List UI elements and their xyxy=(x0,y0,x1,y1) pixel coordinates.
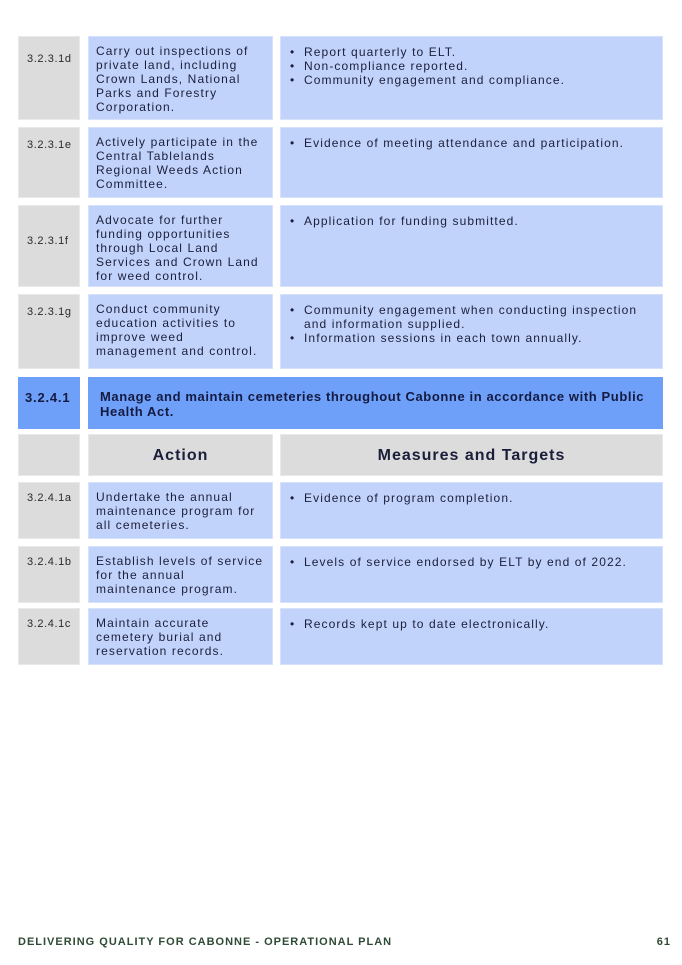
table-row xyxy=(18,482,663,539)
table-row xyxy=(18,36,663,120)
measure-item: • Community engagement and compliance. xyxy=(287,73,656,87)
row-measures-cell xyxy=(280,205,663,287)
row-code-cell xyxy=(18,294,80,369)
row-action-cell: Actively participate in the Central Tablelands Regional Weeds Action Committee. xyxy=(88,127,273,198)
row-action-cell: Maintain accurate cemetery burial and reservation records. xyxy=(88,608,273,665)
row-action-cell: Advocate for further funding opportunities through Local Land Services and Crown Land for weed control. xyxy=(88,205,273,287)
row-code: 3.2.3.1g xyxy=(27,306,72,318)
page-number: 61 xyxy=(656,936,671,948)
row-action-cell: Undertake the annual maintenance program for all cemeteries. xyxy=(88,482,273,539)
row-measures-cell xyxy=(280,546,663,603)
row-code-cell xyxy=(18,205,80,287)
measures-list xyxy=(287,45,656,87)
row-code: 3.2.3.1f xyxy=(27,235,69,247)
row-code-cell xyxy=(18,127,80,198)
section-title: Manage and maintain cemeteries throughout Cabonne in accordance with Public Health Act. xyxy=(88,377,663,429)
row-code-cell xyxy=(18,482,80,539)
table-row xyxy=(18,294,663,369)
header-blank-cell xyxy=(18,434,80,476)
footer-title: DELIVERING QUALITY FOR CABONNE - OPERATIONAL PLAN xyxy=(18,936,393,948)
row-code-cell xyxy=(18,608,80,665)
measures-list xyxy=(287,214,656,228)
measure-item: • Information sessions in each town annually. xyxy=(287,331,656,345)
measures-list xyxy=(287,617,656,631)
section-heading-row xyxy=(18,377,663,429)
table-row xyxy=(18,608,663,665)
table-row xyxy=(18,546,663,603)
row-action-cell: Establish levels of service for the annual maintenance program. xyxy=(88,546,273,603)
row-code: 3.2.4.1c xyxy=(27,618,71,630)
row-action-cell: Carry out inspections of private land, including Crown Lands, National Parks and Forestry Corporation. xyxy=(88,36,273,120)
header-measures: Measures and Targets xyxy=(280,434,663,476)
measure-item: • Community engagement when conducting inspection and information supplied. xyxy=(287,303,656,331)
table-row xyxy=(18,205,663,287)
measures-list xyxy=(287,555,656,569)
measures-list xyxy=(287,491,656,505)
measures-list xyxy=(287,136,656,150)
header-action: Action xyxy=(88,434,273,476)
measure-item: • Report quarterly to ELT. xyxy=(287,45,656,59)
row-code: 3.2.3.1d xyxy=(27,53,72,65)
measure-item: • Levels of service endorsed by ELT by end of 2022. xyxy=(287,555,656,569)
measure-item: • Evidence of meeting attendance and participation. xyxy=(287,136,656,150)
measure-item: • Evidence of program completion. xyxy=(287,491,656,505)
row-action-cell: Conduct community education activities to improve weed management and control. xyxy=(88,294,273,369)
row-code-cell xyxy=(18,546,80,603)
table-row xyxy=(18,127,663,198)
page-footer xyxy=(18,936,671,948)
row-measures-cell xyxy=(280,482,663,539)
row-measures-cell xyxy=(280,608,663,665)
row-code-cell xyxy=(18,36,80,120)
row-code: 3.2.4.1b xyxy=(27,556,72,568)
row-code: 3.2.4.1a xyxy=(27,492,72,504)
section-code: 3.2.4.1 xyxy=(18,377,80,429)
measures-list xyxy=(287,303,656,345)
measure-item: • Non-compliance reported. xyxy=(287,59,656,73)
measure-item: • Records kept up to date electronically. xyxy=(287,617,656,631)
measure-item: • Application for funding submitted. xyxy=(287,214,656,228)
row-measures-cell xyxy=(280,127,663,198)
row-measures-cell xyxy=(280,36,663,120)
table-header-row xyxy=(18,434,663,476)
row-code: 3.2.3.1e xyxy=(27,139,72,151)
row-measures-cell xyxy=(280,294,663,369)
